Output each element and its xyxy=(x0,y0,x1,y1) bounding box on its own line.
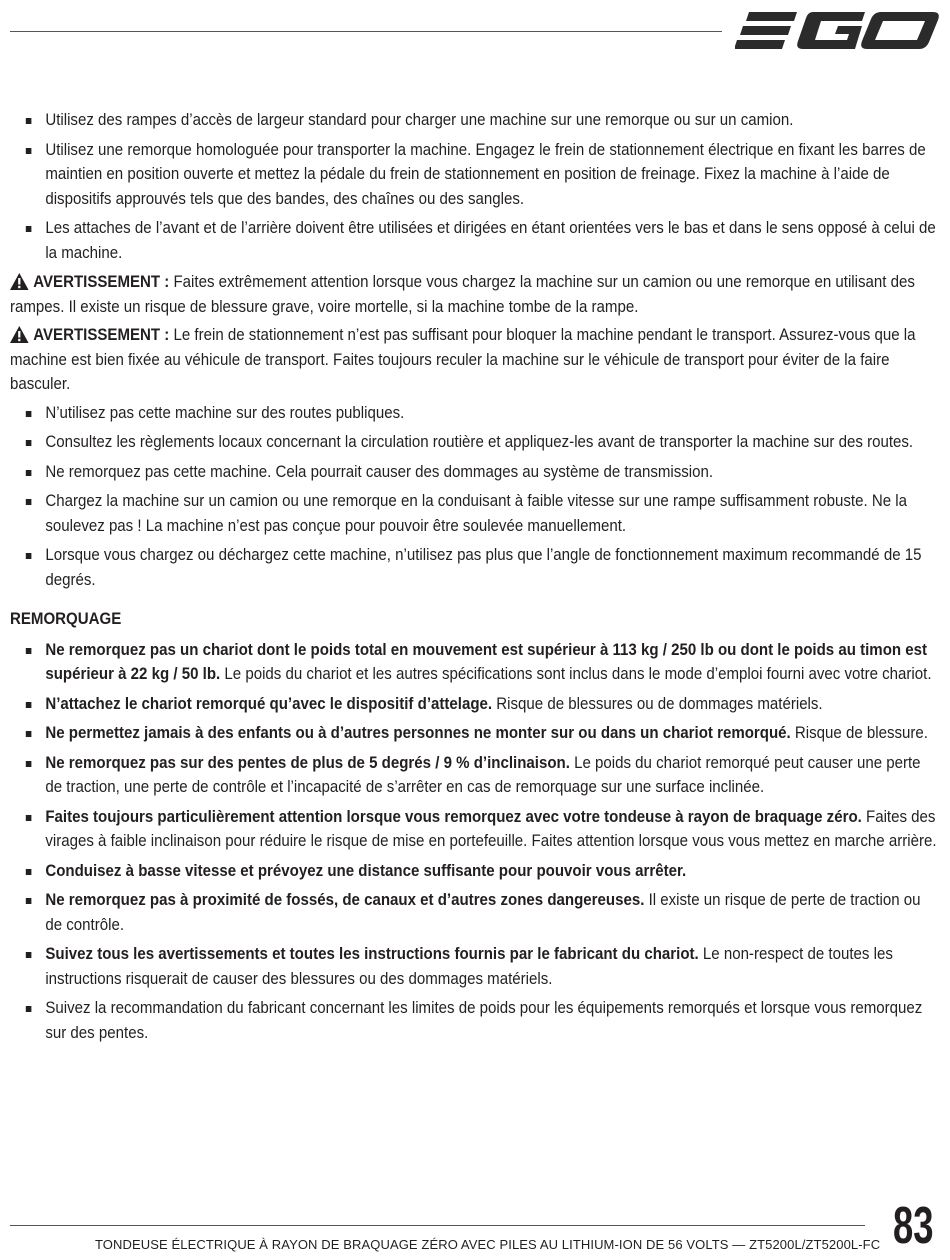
list-item-text: Le non-respect de toutes les instructions risquerait de causer des blessures ou des dommages matériels. xyxy=(45,945,893,988)
warning-label: AVERTISSEMENT : xyxy=(33,326,170,344)
list-item xyxy=(10,430,940,455)
list-item xyxy=(10,216,940,265)
warning-paragraph xyxy=(10,270,940,319)
ego-logo xyxy=(735,8,940,54)
list-item xyxy=(10,942,940,991)
list-item-bold: Suivez tous les avertissements et toutes les instructions fournis par le fabricant du chariot. xyxy=(45,945,699,963)
warning-triangle-icon xyxy=(10,273,29,290)
list-item xyxy=(10,108,940,133)
list-item-bold: Ne permettez jamais à des enfants ou à d’autres personnes ne monter sur ou dans un chariot remorqué. xyxy=(45,724,791,742)
warning-text: Le frein de stationnement n’est pas suffisant pour bloquer la machine pendant le transport. Assurez-vous que la machine est bien fixée au véhicule de transport. Faites toujours reculer la machine sur le véhicule de transport pour éviter de la faire basculer. xyxy=(10,326,916,393)
list-item-text: Faites des virages à faible inclinaison pour réduire le risque de mise en portefeuille. Faites attention lorsque vous vous mettez en marche arrière. xyxy=(45,807,937,850)
transport-list xyxy=(10,401,940,593)
list-item-bold: Faites toujours particulièrement attention lorsque vous remorquez avec votre tondeuse à rayon de braquage zéro. xyxy=(45,807,862,826)
list-item-text: Chargez la machine sur un camion ou une remorque en la conduisant à faible vitesse sur une rampe suffisamment robuste. Ne la soulevez pas ! La machine n’est pas conçue pour pouvoir être soulevée manuellement. xyxy=(45,492,907,535)
warnings xyxy=(10,270,940,397)
list-item-text: Ne remorquez pas cette machine. Cela pourrait causer des dommages au système de transmission. xyxy=(45,462,714,481)
list-item-text: Risque de blessures ou de dommages matériels. xyxy=(492,694,823,713)
list-item-text: N’utilisez pas cette machine sur des routes publiques. xyxy=(45,403,405,422)
list-item xyxy=(10,489,940,538)
list-item-bold: Ne remorquez pas à proximité de fossés, de canaux et d’autres zones dangereuses. xyxy=(45,891,645,909)
header-rule xyxy=(10,31,722,32)
list-item xyxy=(10,996,940,1045)
warning-label: AVERTISSEMENT : xyxy=(33,273,170,291)
list-item xyxy=(10,401,940,426)
list-item-text: Utilisez une remorque homologuée pour transporter la machine. Engagez le frein de stationnement électrique en fixant les barres de maintien en position ouverte et mettez la pédale du frein de stationnement en position de freinage. Fixez la machine à l’aide de dispositifs approuvés tels que des bandes, des chaînes ou des sangles. xyxy=(45,140,926,208)
list-item xyxy=(10,888,940,937)
list-item-text: Le poids du chariot et les autres spécifications sont inclus dans le mode d’emploi fourni avec votre chariot. xyxy=(220,665,932,683)
list-item xyxy=(10,460,940,485)
list-item-text: Le poids du chariot remorqué peut causer une perte de traction, une perte de contrôle et l’incapacité de s’arrêter en cas de remorquage sur une surface inclinée. xyxy=(45,753,921,796)
towing-list xyxy=(10,638,940,1046)
list-item-text: Risque de blessure. xyxy=(790,724,928,742)
list-item xyxy=(10,751,940,800)
list-item-bold: Conduisez à basse vitesse et prévoyez une distance suffisante pour pouvoir vous arrêter. xyxy=(45,861,687,880)
list-item-text: Lorsque vous chargez ou déchargez cette machine, n’utilisez pas plus que l’angle de fonctionnement maximum recommandé de 15 degrés. xyxy=(45,546,922,589)
list-item-text: Utilisez des rampes d’accès de largeur standard pour charger une machine sur une remorque ou sur un camion. xyxy=(45,111,794,129)
list-item-bold: Ne remorquez pas sur des pentes de plus de 5 degrés / 9 % d’inclinaison. xyxy=(45,753,570,772)
list-item xyxy=(10,638,940,687)
warning-text: Faites extrêmement attention lorsque vous chargez la machine sur un camion ou une remorque en utilisant des rampes. Il existe un risque de blessure grave, voire mortelle, si la machine tombe de la rampe. xyxy=(10,273,915,316)
page-content xyxy=(10,108,940,1050)
list-item-bold: N’attachez le chariot remorqué qu’avec le dispositif d’attelage. xyxy=(45,694,493,713)
loading-list xyxy=(10,108,940,265)
page-number: 83 xyxy=(893,1197,934,1255)
section-title: REMORQUAGE xyxy=(10,610,122,628)
footer-title: TONDEUSE ÉLECTRIQUE À RAYON DE BRAQUAGE ZÉRO AVEC PILES AU LITHIUM-ION DE 56 VOLTS — ZT5200L/ZT5200L-FC xyxy=(95,1237,881,1252)
list-item xyxy=(10,138,940,212)
list-item xyxy=(10,543,940,592)
footer-rule xyxy=(10,1225,865,1226)
list-item-text: Suivez la recommandation du fabricant concernant les limites de poids pour les équipements remorqués et lorsque vous remorquez sur des pentes. xyxy=(45,999,923,1042)
warning-paragraph xyxy=(10,323,940,397)
list-item xyxy=(10,721,940,746)
warning-triangle-icon xyxy=(10,326,29,343)
list-item xyxy=(10,859,940,884)
list-item-text: Les attaches de l’avant et de l’arrière doivent être utilisées et dirigées en étant orientées vers le bas et dans le sens opposé à celui de la machine. xyxy=(45,219,936,262)
list-item xyxy=(10,692,940,717)
list-item-text: Il existe un risque de perte de traction ou de contrôle. xyxy=(45,891,921,934)
list-item-text: Consultez les règlements locaux concernant la circulation routière et appliquez-les avant de transporter la machine sur des routes. xyxy=(45,433,914,451)
list-item-bold: Ne remorquez pas un chariot dont le poids total en mouvement est supérieur à 113 kg / 250 lb ou dont le poids au timon est supérieur à 22 kg / 50 lb. xyxy=(45,640,928,683)
list-item xyxy=(10,805,940,854)
